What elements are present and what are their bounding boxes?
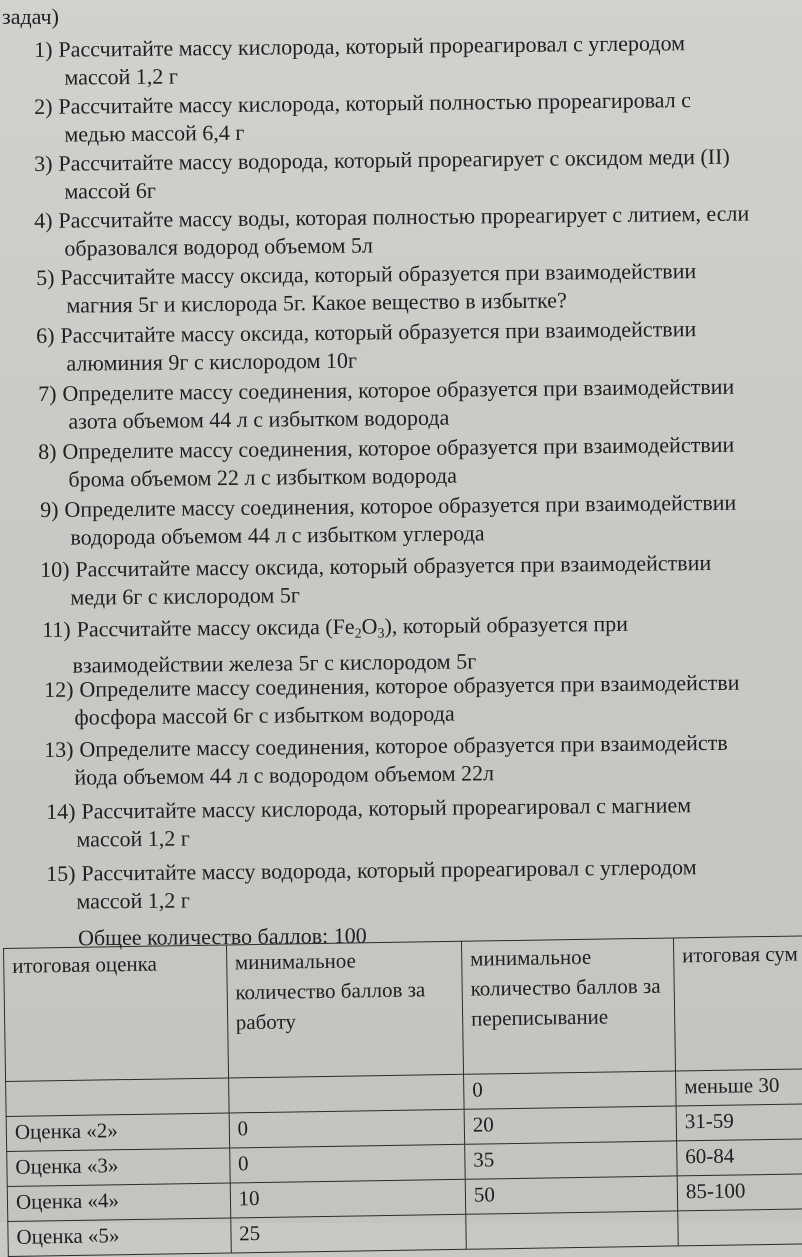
header-min-points-rewrite: минимальное количество баллов за переписывание [461, 938, 675, 1074]
task-text-continued: водорода объемом 44 л с избытком углерода [70, 520, 485, 550]
subscript: 3 [377, 626, 385, 642]
table-cell: 0 [229, 1144, 465, 1183]
task-12 [44, 669, 740, 732]
task-number: 6) [36, 322, 55, 348]
task-number: 10) [40, 556, 70, 582]
task-text: Определите массу соединения, которое образуется при взаимодействи [79, 669, 740, 702]
table-cell: 35 [465, 1141, 678, 1179]
task-text: Рассчитайте массу водорода, который прореагирует с оксидом меди (II) [58, 143, 730, 176]
table-cell: Оценка «2» [6, 1113, 229, 1151]
task-text-continued: фосфора массой 6г с избытком водорода [74, 700, 455, 730]
task-6 [36, 315, 697, 378]
task-10 [40, 549, 712, 612]
task-text-continued: массой 6г [64, 177, 156, 204]
table-cell: 31-59 [676, 1103, 802, 1140]
table-cell: 85-100 [677, 1173, 802, 1210]
header-final-grade: итоговая оценка [4, 945, 229, 1081]
table-cell: меньше 30 [675, 1068, 802, 1105]
task-text: Определите массу соединения, которое образуется при взаимодействии [62, 373, 735, 406]
task-text: Рассчитайте массу оксида, который образуется при взаимодействии [75, 549, 712, 582]
table-cell [466, 1211, 679, 1249]
task-number: 8) [38, 438, 57, 464]
formula-part: O [361, 613, 378, 639]
table-cell [6, 1078, 229, 1116]
table-cell: 50 [465, 1176, 678, 1214]
table-cell: 10 [230, 1179, 466, 1218]
task-1 [34, 29, 685, 92]
table-cell: Оценка «4» [7, 1183, 230, 1221]
task-8 [38, 431, 735, 494]
task-11 [42, 610, 628, 680]
task-number: 2) [34, 93, 53, 119]
task-number: 1) [34, 36, 53, 62]
task-text-continued: магния 5г и кислорода 5г. Какое вещество в избытке? [66, 287, 567, 318]
task-number: 5) [36, 264, 55, 290]
task-number: 11) [42, 616, 71, 642]
task-14 [46, 791, 692, 854]
grading-table [3, 935, 802, 1257]
heading-fragment: задач) [2, 4, 59, 29]
task-text: Рассчитайте массу оксида, который образуется при взаимодействии [60, 258, 697, 290]
task-text-continued: массой 1,2 г [64, 63, 178, 90]
task-text-continued: взаимодействии железа 5г с кислородом 5г [72, 648, 477, 678]
task-number: 9) [40, 496, 59, 522]
header-min-points-work: минимальное количество баллов за работу [226, 941, 463, 1078]
task-text-continued: меди 6г с кислородом 5г [70, 582, 301, 610]
task-text: ), который образуется при [384, 610, 629, 639]
task-number: 14) [46, 798, 76, 824]
task-2 [34, 86, 691, 149]
table-cell: 0 [463, 1071, 676, 1109]
task-text-continued: медью массой 6,4 г [64, 119, 245, 147]
task-text-continued: алюминия 9г с кислородом 10г [66, 347, 358, 376]
task-text: Рассчитайте массу оксида (Fe [76, 613, 355, 642]
task-13 [44, 729, 728, 792]
task-text: Определите массу соединения, которое образуется при взаимодействии [62, 431, 735, 464]
task-number: 13) [44, 736, 74, 762]
task-text: Определите массу соединения, которое образуется при взаимодейств [79, 729, 728, 762]
task-text-continued: массой 1,2 г [76, 825, 190, 852]
task-text-continued: азота объемом 44 л с избытком водорода [68, 404, 450, 434]
task-text: Рассчитайте массу водорода, который прореагировал с углеродом [81, 854, 697, 886]
table-cell: 25 [230, 1214, 466, 1253]
task-number: 7) [38, 380, 57, 406]
table-cell [228, 1074, 464, 1113]
task-number: 15) [46, 860, 76, 886]
table-cell [678, 1208, 802, 1245]
task-9 [40, 489, 737, 552]
total-points: Общее количество баллов: 100 [77, 922, 367, 951]
task-15 [46, 853, 697, 916]
table-cell: 20 [464, 1106, 677, 1144]
task-text-continued: брома объемом 22 л с избытком водорода [68, 462, 458, 492]
task-text: Рассчитайте массу кислорода, который прореагировал с магнием [81, 792, 692, 824]
task-5 [36, 257, 697, 320]
task-4 [34, 200, 750, 263]
table-header-row [4, 935, 802, 1081]
task-text: Рассчитайте массу воды, которая полностью прореагирует с литием, если [58, 200, 750, 233]
task-3 [34, 143, 730, 206]
task-text: Определите массу соединения, которое образуется при взаимодействии [64, 489, 737, 522]
task-number: 12) [44, 676, 74, 702]
table-cell: 60-84 [677, 1138, 802, 1175]
task-number: 3) [34, 150, 53, 176]
task-text: Рассчитайте массу кислорода, который полностью прореагировал с [58, 87, 692, 119]
task-text-continued: образовался водород объемом 5л [64, 232, 374, 261]
task-text: Рассчитайте массу кислорода, который прореагировал с углеродом [58, 30, 686, 62]
task-text: Рассчитайте массу оксида, который образуется при взаимодействии [60, 316, 697, 348]
task-text-continued: массой 1,2 г [76, 887, 190, 914]
task-text-continued: йода объемом 44 л с водородом объемом 22л [74, 760, 495, 790]
table-cell: Оценка «5» [8, 1218, 231, 1256]
task-7 [38, 373, 735, 436]
table-cell: 0 [229, 1109, 465, 1148]
subscript: 2 [354, 626, 362, 642]
table-cell: Оценка «3» [7, 1148, 230, 1186]
header-final-sum: итоговая сум [673, 935, 802, 1070]
task-number: 4) [34, 207, 53, 233]
